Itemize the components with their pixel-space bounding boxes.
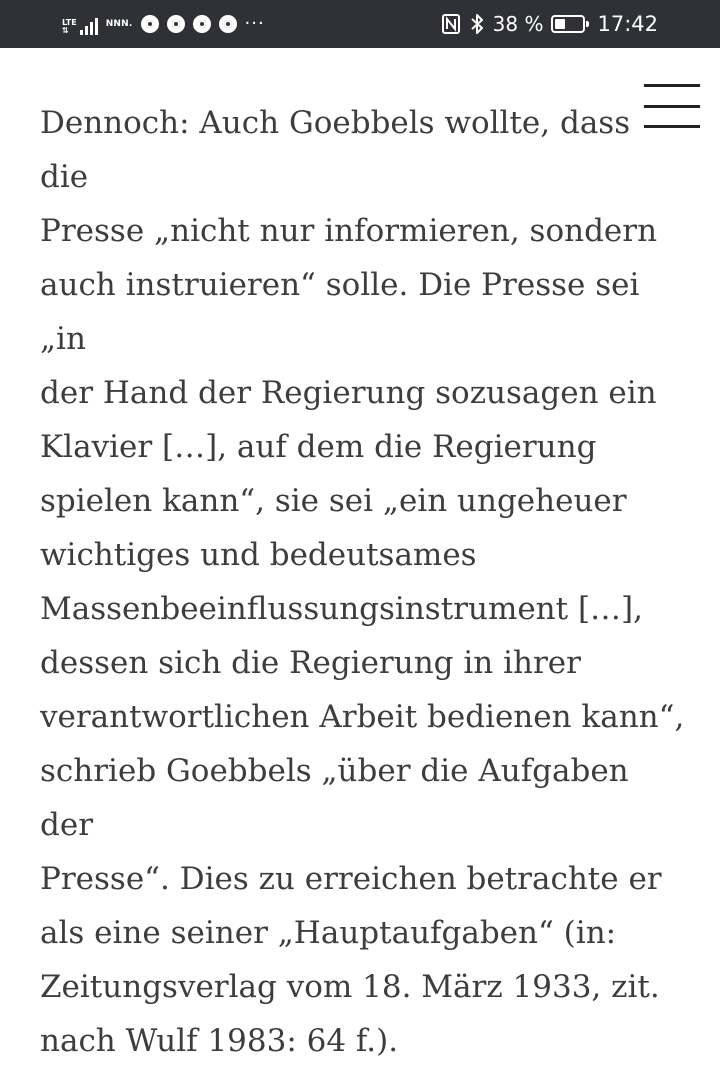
carrier-label: NNN.	[105, 18, 133, 29]
chrome-icon	[167, 15, 185, 33]
status-bar	[0, 0, 720, 48]
menu-line-top	[644, 84, 700, 87]
battery-percent: 38 %	[492, 12, 544, 36]
more-notifications-icon: ···	[244, 13, 265, 34]
network-type-text: LTE	[62, 18, 77, 27]
battery-level	[555, 19, 565, 29]
article-paragraph: Dennoch: Auch Goebbels wollte, dass die Presse „nicht nur informieren, sondern auch instruieren“ solle. Die Presse sei „in der Hand der Regierung sozusagen ein Klavier […], auf dem die Regierung spielen kann“, sie sei „ein ungeheuer wichtiges und bedeutsames Massenbeeinflussungsinstrument […], dessen sich die Regierung in ihrer verantwortlichen Arbeit bedienen kann“, schrieb Goebbels „über die Aufgaben der Presse“. Dies zu erreichen betrachte er als eine seiner „Hauptaufgaben“ (in: Zeitungsverlag vom 18. März 1933, zit. nach Wulf 1983: 64 f.).	[40, 105, 685, 1059]
lte-signal-icon	[62, 13, 98, 35]
battery-tip	[586, 21, 589, 27]
data-arrows-icon: ⇅	[62, 26, 69, 35]
chrome-icon	[219, 15, 237, 33]
battery-icon	[551, 15, 585, 33]
nfc-icon	[441, 13, 461, 35]
status-bar-left	[62, 0, 265, 48]
clock: 17:42	[597, 11, 658, 36]
network-type-label	[62, 19, 77, 35]
chrome-icon	[193, 15, 211, 33]
signal-bars-icon	[80, 17, 98, 35]
bluetooth-icon	[467, 13, 487, 35]
article-content	[40, 96, 685, 1068]
status-bar-right	[441, 0, 658, 48]
chrome-icon	[141, 15, 159, 33]
